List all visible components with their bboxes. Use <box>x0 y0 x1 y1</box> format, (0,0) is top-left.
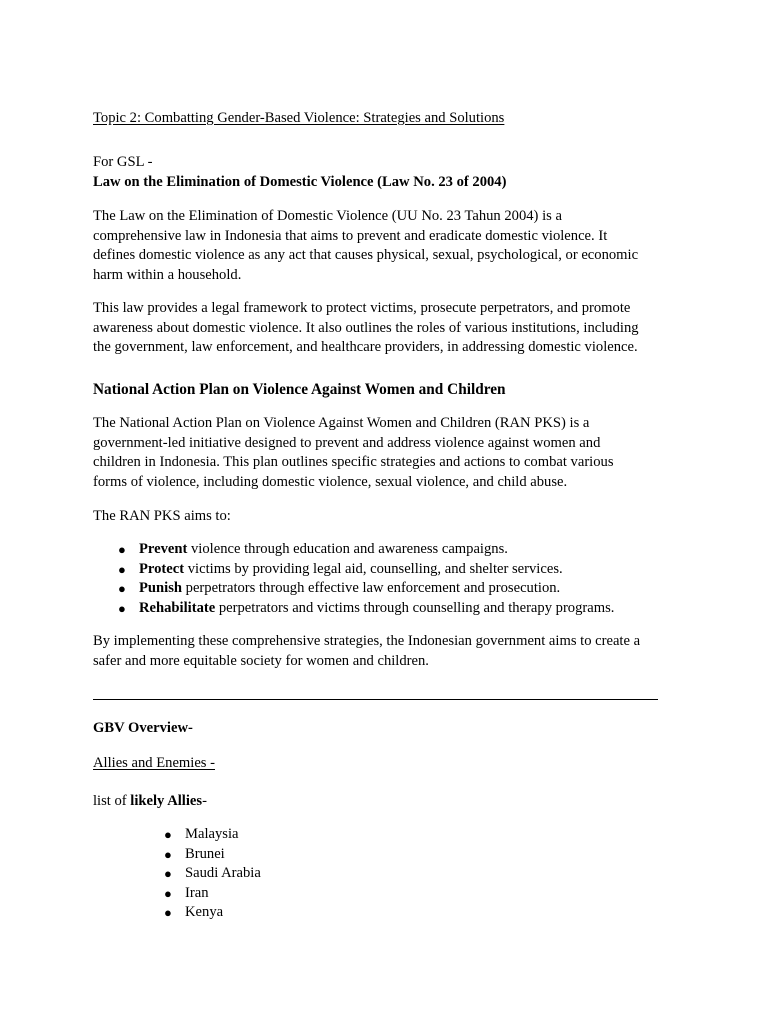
ally-name: Iran <box>185 884 209 901</box>
law-heading: Law on the Elimination of Domestic Violence (Law No. 23 of 2004) <box>93 174 507 190</box>
gsl-label: For GSL - <box>93 154 153 170</box>
allies-enemies-heading: Allies and Enemies - <box>93 755 215 771</box>
bullet-icon: ● <box>164 866 172 881</box>
text-line: the government, law enforcement, and healthcare providers, in addressing domestic violence. <box>93 339 638 355</box>
bullet-icon: ● <box>118 600 126 616</box>
ally-name: Kenya <box>185 904 224 920</box>
text-line: defines domestic violence as any act that causes physical, sexual, psychological, or economic <box>93 247 639 263</box>
text-line: This law provides a legal framework to protect victims, prosecute perpetrators, and promote <box>93 300 631 316</box>
law-paragraph-2 <box>93 299 683 358</box>
bullet-icon: ● <box>164 905 172 920</box>
ally-name: Brunei <box>185 845 225 862</box>
horizontal-divider <box>93 699 658 700</box>
ally-name: Malaysia <box>185 826 239 842</box>
text-line: children in Indonesia. This plan outlines specific strategies and actions to combat various <box>93 454 614 470</box>
bullet-icon: ● <box>118 581 126 596</box>
nap-paragraph <box>93 414 683 492</box>
law-paragraph-1 <box>93 207 683 285</box>
bullet-icon: ● <box>164 827 172 842</box>
list-item <box>164 825 261 845</box>
conclusion-paragraph <box>93 632 683 671</box>
allies-intro-bold: likely Allies <box>130 793 203 809</box>
bullet-icon: ● <box>118 542 126 557</box>
gbv-overview-heading: GBV Overview- <box>93 720 193 736</box>
bullet-icon: ● <box>164 846 172 862</box>
ally-name: Saudi Arabia <box>185 865 261 881</box>
nap-heading: National Action Plan on Violence Against Women and Children <box>93 381 506 398</box>
aim-text: victims by providing legal aid, counselling, and shelter services. <box>184 560 563 577</box>
list-item <box>118 579 614 599</box>
aims-intro: The RAN PKS aims to: <box>93 508 231 524</box>
allies-intro-text: list of <box>93 793 131 809</box>
aims-list <box>118 540 615 618</box>
bullet-icon: ● <box>118 561 126 577</box>
list-item <box>118 599 615 619</box>
allies-intro-suffix: - <box>202 793 207 809</box>
allies-intro <box>93 792 207 812</box>
list-item <box>164 864 261 884</box>
aim-keyword: Prevent <box>139 541 188 557</box>
aim-text: perpetrators and victims through counselling and therapy programs. <box>215 599 615 616</box>
text-line: harm within a household. <box>93 266 242 283</box>
list-item <box>164 845 261 865</box>
text-line: comprehensive law in Indonesia that aims to prevent and eradicate domestic violence. It <box>93 227 608 244</box>
list-item <box>118 540 614 560</box>
bullet-icon: ● <box>164 885 172 901</box>
list-item <box>118 560 614 580</box>
aim-keyword: Rehabilitate <box>139 599 216 616</box>
aim-keyword: Punish <box>139 580 182 596</box>
aim-text: perpetrators through effective law enforcement and prosecution. <box>182 580 561 596</box>
text-line: forms of violence, including domestic violence, sexual violence, and child abuse. <box>93 473 568 490</box>
allies-list <box>164 825 261 923</box>
aim-keyword: Protect <box>139 560 185 577</box>
text-line: safer and more equitable society for women and children. <box>93 652 429 669</box>
aim-text: violence through education and awareness campaigns. <box>187 541 508 557</box>
text-line: The Law on the Elimination of Domestic Violence (UU No. 23 Tahun 2004) is a <box>93 208 562 224</box>
list-item <box>164 903 261 923</box>
text-line: government-led initiative designed to prevent and address violence against women and <box>93 434 601 451</box>
topic-title: Topic 2: Combatting Gender-Based Violence: Strategies and Solutions <box>93 110 505 126</box>
text-line: awareness about domestic violence. It also outlines the roles of various institutions, including <box>93 319 639 336</box>
text-line: By implementing these comprehensive strategies, the Indonesian government aims to create a <box>93 633 641 649</box>
text-line: The National Action Plan on Violence Against Women and Children (RAN PKS) is a <box>93 415 590 431</box>
list-item <box>164 884 261 904</box>
